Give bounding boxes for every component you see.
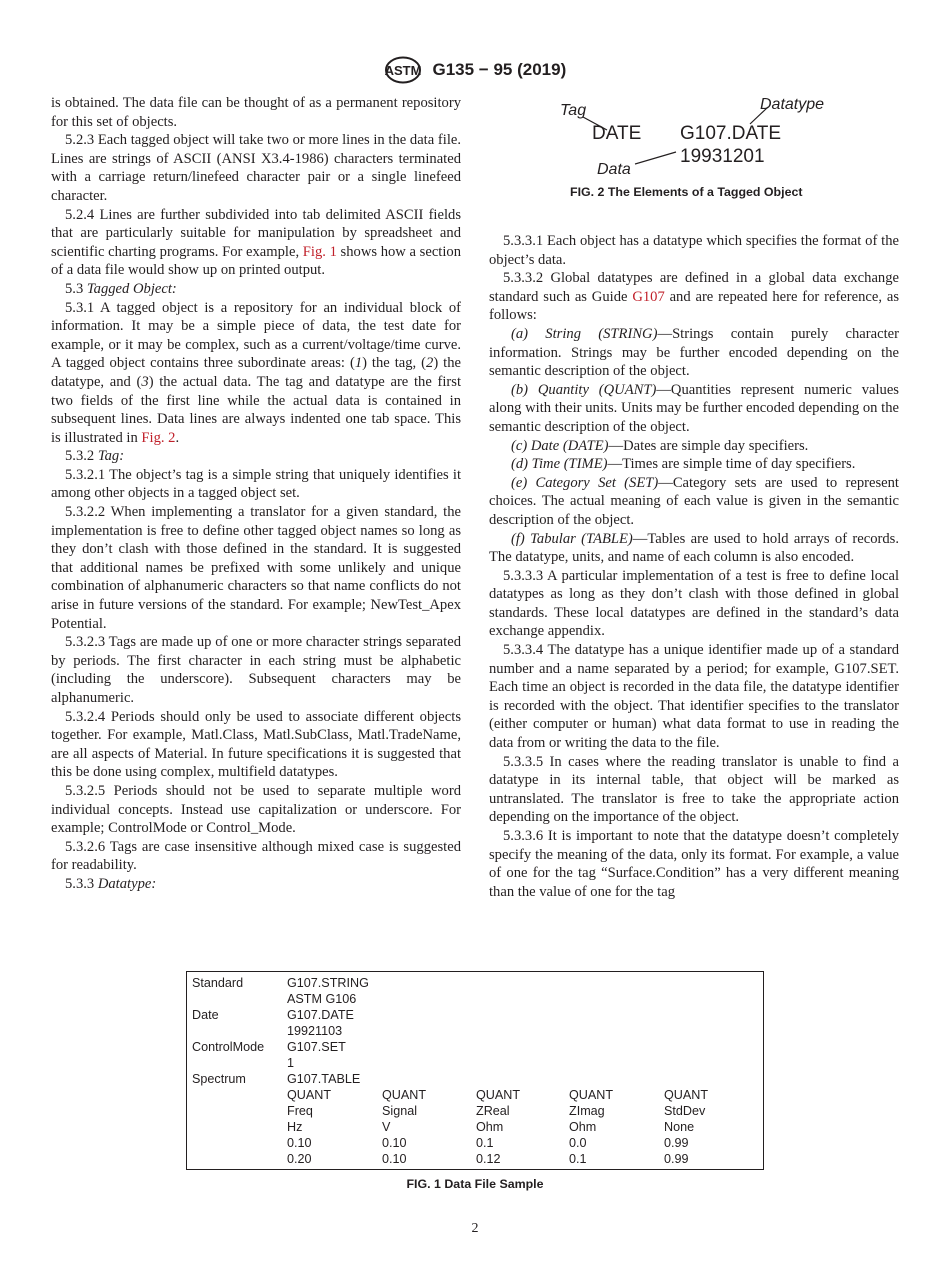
- table-cell: QUANT: [287, 1088, 332, 1102]
- datatype-date: (c) Date (DATE)—Dates are simple day specifiers.: [511, 437, 809, 454]
- table-cell: 0.99: [664, 1152, 689, 1166]
- left-column: [51, 94, 461, 894]
- heading-5-3: 5.3 Tagged Object:: [65, 280, 177, 297]
- paragraph-5-3-1: 5.3.1 A tagged object is a repository for an individual block of information. It may be a simple piece of data, the test date for example, or it may be complex, such as a current/voltage/time curve. A tagged object contains three subordinate areas: (1) the tag, (2) the datatype, and (3) the actual data. The tag and datatype are the first two fields of the first line while the actual data is contained in subsequent lines. Data lines are always indented one tab space. This is illustrated in Fig. 2.: [51, 299, 462, 446]
- paragraph-5-3-2-5: 5.3.2.5 Periods should not be used to separate multiple word individual concepts. Instead use capitalization or underscore. For example; ControlMode or Control_Mode.: [51, 782, 461, 837]
- table-cell: 0.20: [287, 1152, 312, 1166]
- table-cell: 0.1: [476, 1136, 494, 1150]
- figure-2-caption: FIG. 2 The Elements of a Tagged Object: [570, 185, 803, 199]
- paragraph-5-3-2-2: 5.3.2.2 When implementing a translator for a given standard, the implementation is free to define other tagged object names so long as they don’t clash with those defined in the standard. It is suggested that additional names be prefixed with some unlikely and unique combination of alphanumeric characters so that name conflicts do not arise in future versions of the standard. For example; NewTest_Apex Potential.: [51, 504, 461, 632]
- data-label: Data: [597, 161, 631, 178]
- figure-1-data-table: [186, 971, 764, 1170]
- table-cell: Spectrum: [192, 1072, 246, 1086]
- paragraph-5-3-2-3: 5.3.2.3 Tags are made up of one or more character strings separated by periods. The first character in each string must be alphabetic (including the underscore). Subsequent characters may be alphanumeric.: [51, 634, 461, 706]
- paragraph-5-2-4: 5.2.4 Lines are further subdivided into tab delimited ASCII fields that are particularly suitable for manipulation by spreadsheet and scientific charting programs. For example, Fig. 1 shows how a section of a data file would show up on printed output.: [51, 206, 461, 279]
- table-cell: 0.12: [476, 1152, 501, 1166]
- paragraph-5-3-3-5: 5.3.3.5 In cases where the reading translator is unable to find a datatype in its internal table, that object will be marked as untranslated. The translator is free to take the appropriate action depending on the importance of the object.: [489, 753, 899, 826]
- table-cell: V: [382, 1120, 391, 1134]
- paragraph-5-3-3-2: 5.3.3.2 Global datatypes are defined in a global data exchange standard such as Guide G107 and are repeated here for reference, as follows:: [489, 270, 900, 324]
- figure-2-diagram: [560, 94, 860, 194]
- table-cell: StdDev: [664, 1104, 706, 1118]
- table-cell: G107.DATE: [287, 1008, 354, 1022]
- g107-link[interactable]: G107: [632, 288, 665, 305]
- datatype-string: (a) String (STRING)—Strings contain purely character information. Strings may be further encoded depending on the semantic description of the object.: [489, 325, 899, 380]
- heading-5-3-2: 5.3.2 Tag:: [65, 448, 125, 465]
- paragraph-5-3-3-4: 5.3.3.4 The datatype has a unique identifier made up of a standard number and a name separated by a period; for example, G107.SET. Each time an object is recorded in the data file, the datatype identifier is recorded with the object. That identifier specifies to the translator (either computer or human) what data format to use in reading the data from or writing the data to the file.: [489, 642, 899, 752]
- table-cell: ASTM G106: [287, 992, 357, 1006]
- table-cell: 0.10: [382, 1152, 407, 1166]
- figure-1-caption: FIG. 1 Data File Sample: [406, 1177, 544, 1191]
- table-cell: 1: [287, 1056, 295, 1070]
- data-value: 19931201: [680, 146, 765, 167]
- table-cell: 0.99: [664, 1136, 689, 1150]
- datatype-time: (d) Time (TIME)—Times are simple time of day specifiers.: [511, 456, 856, 473]
- table-cell: QUANT: [664, 1088, 709, 1102]
- page-header: [0, 56, 950, 84]
- table-cell: QUANT: [382, 1088, 427, 1102]
- table-cell: QUANT: [569, 1088, 614, 1102]
- fig2-link[interactable]: Fig. 2: [141, 429, 176, 446]
- table-cell: G107.TABLE: [287, 1072, 361, 1086]
- table-cell: 0.0: [569, 1136, 587, 1150]
- table-cell: 19921103: [287, 1024, 343, 1038]
- paragraph-5-3-3-3: 5.3.3.3 A particular implementation of a test is free to define local datatypes as long as they don’t clash with those defined in global standards. These local datatypes are defined in the standard’s data exchange appendix.: [489, 567, 899, 640]
- astm-logo: [384, 56, 422, 84]
- table-cell: G107.SET: [287, 1040, 346, 1054]
- table-cell: Date: [192, 1008, 219, 1022]
- datatype-tabular: (f) Tabular (TABLE)—Tables are used to hold arrays of records. The datatype, units, and name of each column is also encoded.: [489, 530, 899, 566]
- datatype-label: Datatype: [760, 96, 825, 113]
- table-cell: 0.1: [569, 1152, 587, 1166]
- standard-designation: G135 − 95 (2019): [432, 60, 567, 79]
- paragraph-5-3-3-6: 5.3.3.6 It is important to note that the datatype doesn’t completely specify the meaning of the data, only its format. For example, a value of one for the tag “Surface.Condition” has a very different meaning than the value of one for the tag: [489, 828, 899, 900]
- paragraph-5-2-3: 5.2.3 Each tagged object will take two or more lines in the data file. Lines are strings of ASCII (ANSI X3.4-1986) characters terminated with a carriage return/linefeed character pair or a single linefeed character.: [51, 132, 461, 204]
- heading-5-3-3: 5.3.3 Datatype:: [65, 875, 157, 892]
- paragraph-5-3-3-1: 5.3.3.1 Each object has a datatype which specifies the format of the object’s data.: [489, 233, 899, 268]
- table-cell: Ohm: [569, 1120, 597, 1134]
- page-number: 2: [471, 1221, 479, 1236]
- table-cell: Standard: [192, 976, 244, 990]
- svg-text:ASTM: ASTM: [384, 63, 422, 78]
- table-cell: None: [664, 1120, 695, 1134]
- tag-label: Tag: [560, 102, 587, 119]
- right-column: [489, 232, 899, 901]
- table-cell: ControlMode: [192, 1040, 265, 1054]
- table-cell: 0.10: [382, 1136, 407, 1150]
- table-cell: QUANT: [476, 1088, 521, 1102]
- table-cell: Hz: [287, 1120, 303, 1134]
- table-cell: 0.10: [287, 1136, 312, 1150]
- datatype-quantity: (b) Quantity (QUANT)—Quantities represent numeric values along with their units. Units may be further encoded depending on the semantic description of the object.: [489, 381, 899, 435]
- datatype-value: G107.DATE: [680, 123, 782, 144]
- table-cell: Signal: [382, 1104, 418, 1118]
- table-cell: ZImag: [569, 1104, 605, 1118]
- paragraph-5-3-2-4: 5.3.2.4 Periods should only be used to associate different objects together. For example, Matl.Class, Matl.SubClass, Matl.TradeName, are all aspects of Material. In future specifications it is suggested that this be done using complex, multifield datatypes.: [51, 708, 461, 781]
- table-cell: Freq: [287, 1104, 313, 1118]
- datatype-category-set: (e) Category Set (SET)—Category sets are used to represent choices. The actual meaning of each value is given in the semantic description of the object.: [489, 474, 899, 528]
- table-cell: ZReal: [476, 1104, 510, 1118]
- table-cell: G107.STRING: [287, 976, 369, 990]
- paragraph-5-3-2-6: 5.3.2.6 Tags are case insensitive although mixed case is suggested for readability.: [51, 838, 461, 874]
- table-cell: Ohm: [476, 1120, 504, 1134]
- paragraph: is obtained. The data file can be thought of as a permanent repository for this set of objects.: [51, 95, 461, 130]
- paragraph-5-3-2-1: 5.3.2.1 The object’s tag is a simple string that uniquely identifies it among other objects in a tagged object set.: [51, 466, 461, 502]
- fig1-link[interactable]: Fig. 1: [302, 243, 337, 260]
- tag-value: DATE: [592, 123, 642, 144]
